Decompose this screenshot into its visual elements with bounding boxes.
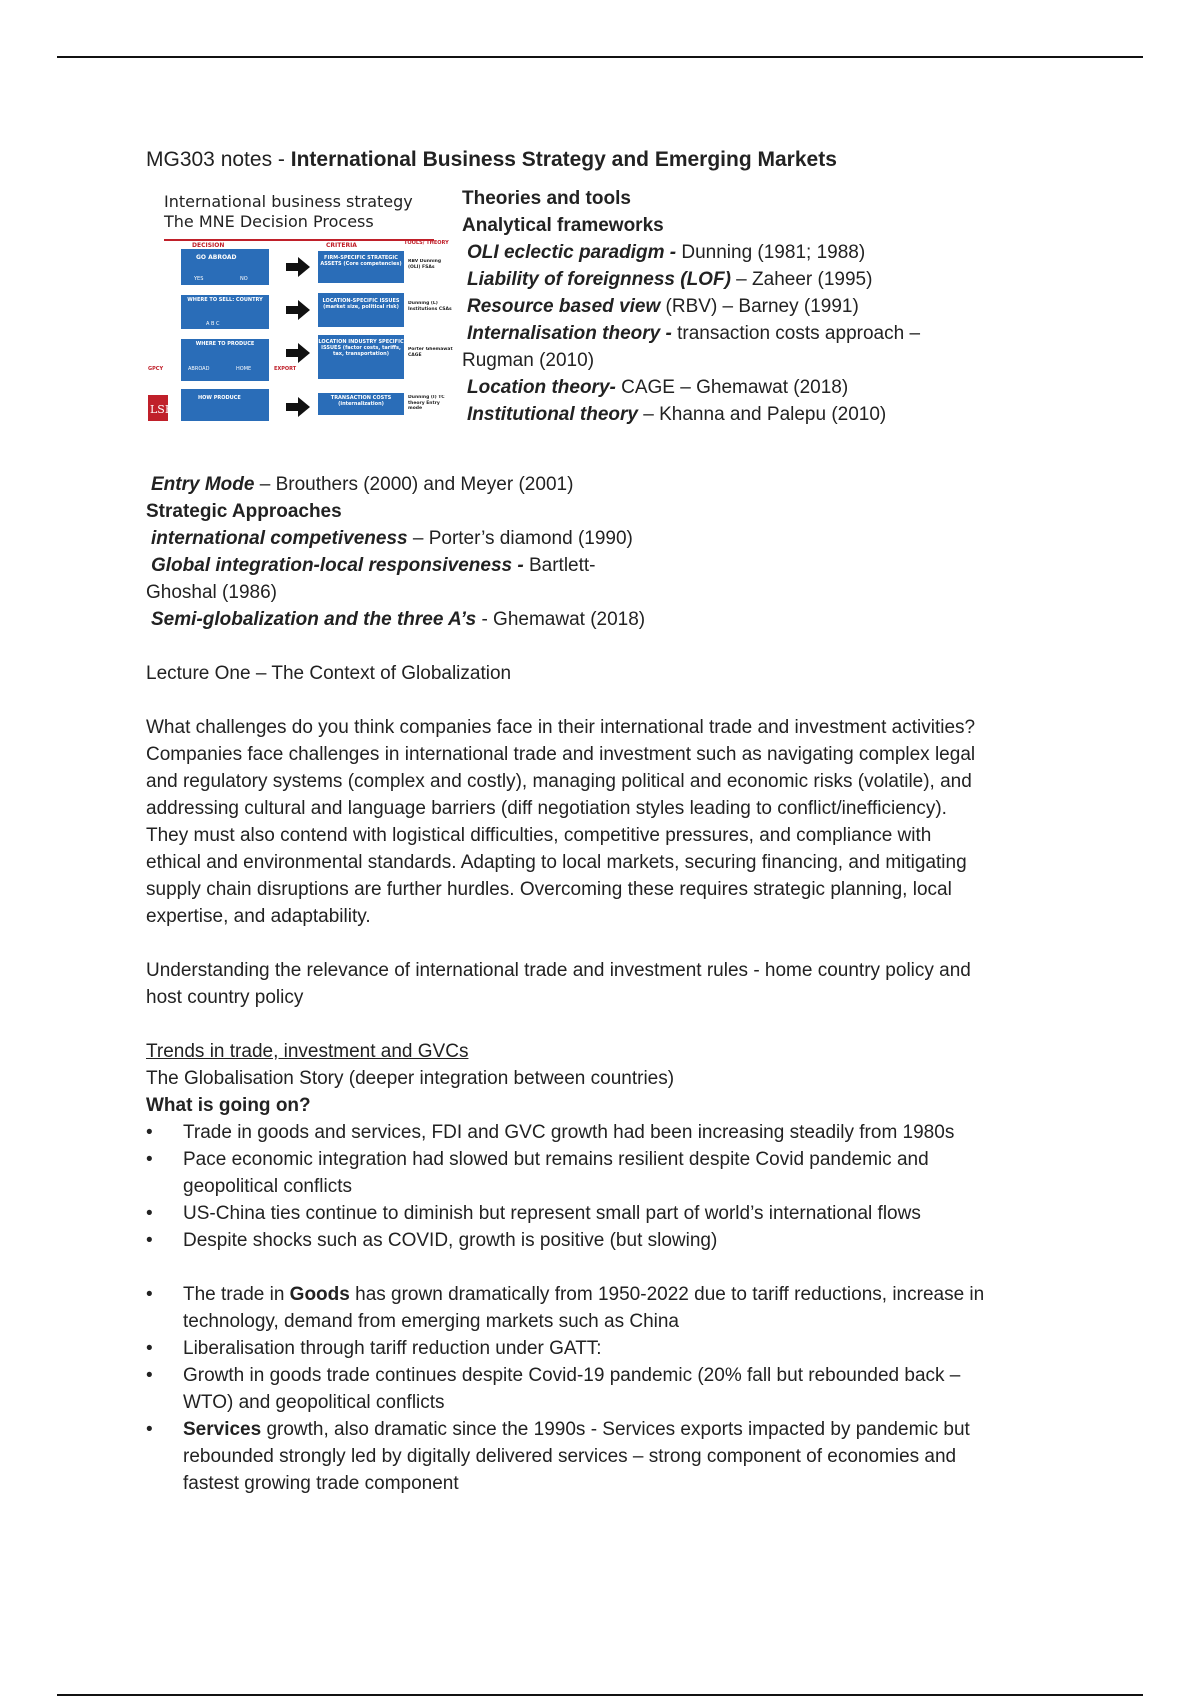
list-item: • Trade in goods and services, FDI and GVC growth had been increasing steadily from 1980s [146,1119,1046,1146]
fig-row3-tools: Porter Ghemawat CAGE [408,347,453,358]
lecture-title: Lecture One – The Context of Globalization [146,663,512,684]
mne-decision-process-figure [146,189,456,471]
fig-row1-yes: YES [194,276,204,282]
theories-heading: Theories and tools [462,188,631,209]
frameworks-heading: Analytical frameworks [462,215,664,236]
theory-item: Internalisation theory - transaction costs approach – [467,323,921,344]
fig-row2-criteria: LOCATION-SPECIFIC ISSUES (market size, political risk) [322,298,400,310]
strategic-approaches-heading: Strategic Approaches [146,501,342,522]
fig-row2-label: WHERE TO SELL: COUNTRY [187,297,263,303]
footer-rule [57,1694,1143,1696]
trends-bullet-list [146,1119,1046,1254]
title-bold: International Business Strategy and Emerging Markets [290,148,837,171]
fig-red-rule [164,239,434,241]
fig-row2-abc: A B C [206,321,220,327]
answer-line: They must also contend with logistical difficulties, competitive pressures, and compliance with [146,825,932,846]
fig-line1: International business strategy [164,192,413,211]
theory-item: Institutional theory – Khanna and Palepu (2010) [467,404,887,425]
list-item: • Pace economic integration had slowed but remains resilient despite Covid pandemic and geopolitical conflicts [146,1146,1046,1200]
page-title [146,146,1046,173]
fig-row1-no: NO [240,276,248,282]
fig-row4-tools: Dunning (I) TC theory Entry mode [408,395,445,411]
what-is-going-on: What is going on? [146,1095,311,1116]
entry-mode-line: Entry Mode – Brouthers (2000) and Meyer (2001) [151,474,574,495]
fig-row3-criteria: LOCATION INDUSTRY SPECIFIC ISSUES (factor costs, tariffs, tax, transportation) [318,339,404,357]
fig-row1-criteria: FIRM-SPECIFIC STRATEGIC ASSETS (Core competencies) [320,255,402,267]
fig-row2-tools: Dunning (L) Institutions CSAs [408,301,452,312]
question-text: What challenges do you think companies face in their international trade and investment activities? [146,717,976,738]
rules-line: Understanding the relevance of international trade and investment rules - home country policy and [146,960,971,981]
theories-list [462,185,1046,471]
global-integration-line: Global integration-local responsiveness - Bartlett- [151,555,596,576]
answer-line: Companies face challenges in international trade and investment such as navigating complex legal [146,744,976,765]
title-prefix: MG303 notes - [146,148,291,171]
decision-process-diagram [146,189,456,471]
fig-row4-label: HOW PRODUCE [198,395,241,401]
theory-item: Resource based view (RBV) – Barney (1991) [467,296,859,317]
svg-text:LSE: LSE [150,403,173,416]
fig-row4-criteria: TRANSACTION COSTS (internalization) [330,395,392,407]
theories-section [146,185,1046,471]
answer-line: addressing cultural and language barriers (diff negotiation styles leading to conflict/inefficiency). [146,798,947,819]
list-item: • The trade in Goods has grown dramatically from 1950-2022 due to tariff reductions, increase in technology, demand from emerging markets such as China [146,1281,1046,1335]
theory-item: Liability of foreignness (LOF) – Zaheer (1995) [467,269,873,290]
fig-row3-gpcy: GPCY [148,366,164,372]
list-item: • US-China ties continue to diminish but represent small part of world’s international flows [146,1200,1046,1227]
fig-col-tools: TOOLS/ THEORY [404,240,449,246]
document-body [146,146,1046,1497]
trends-heading: Trends in trade, investment and GVCs [146,1041,469,1062]
competitiveness-line: international competiveness – Porter’s diamond (1990) [151,528,633,549]
answer-line: and regulatory systems (complex and costly), managing political and economic risks (volatile), and [146,771,972,792]
fig-row1-tools: RBV Dunning (OLI) FSAs [408,259,442,270]
answer-line: expertise, and adaptability. [146,906,371,927]
list-item: • Services growth, also dramatic since the 1990s - Services exports impacted by pandemic but rebounded strongly led by digitally delivered services – strong component of economies and fastest growing trade component [146,1416,1046,1497]
global-integration-line-2: Ghoshal (1986) [146,582,277,603]
goods-services-bullet-list [146,1281,1046,1497]
fig-row4-box [181,389,269,421]
globalisation-story: The Globalisation Story (deeper integration between countries) [146,1068,675,1089]
answer-line: ethical and environmental standards. Adapting to local markets, securing financing, and mitigating [146,852,967,873]
theory-item: Rugman (2010) [462,350,595,371]
semi-globalization-line: Semi-globalization and the three A’s - Ghemawat (2018) [151,609,646,630]
fig-row3-home: HOME [236,366,252,372]
fig-col-decision: DECISION [192,242,225,249]
rules-line: host country policy [146,987,304,1008]
fig-row3-abroad: ABROAD [188,366,210,372]
list-item: • Growth in goods trade continues despite Covid-19 pandemic (20% fall but rebounded back – WTO) and geopolitical conflicts [146,1362,1046,1416]
answer-line: supply chain disruptions are further hurdles. Overcoming these requires strategic planning, local [146,879,952,900]
header-rule [57,56,1143,58]
fig-row3-label: WHERE TO PRODUCE [195,341,255,347]
theory-item: Location theory- CAGE – Ghemawat (2018) [467,377,849,398]
fig-row1-label: GO ABROAD [196,254,237,261]
list-item: • Despite shocks such as COVID, growth is positive (but slowing) [146,1227,1046,1254]
fig-row3-export: EXPORT [274,366,297,372]
fig-line2: The MNE Decision Process [164,212,374,231]
list-item: • Liberalisation through tariff reduction under GATT: [146,1335,1046,1362]
fig-col-criteria: CRITERIA [326,242,357,249]
theory-item: OLI eclectic paradigm - Dunning (1981; 1988) [467,242,866,263]
